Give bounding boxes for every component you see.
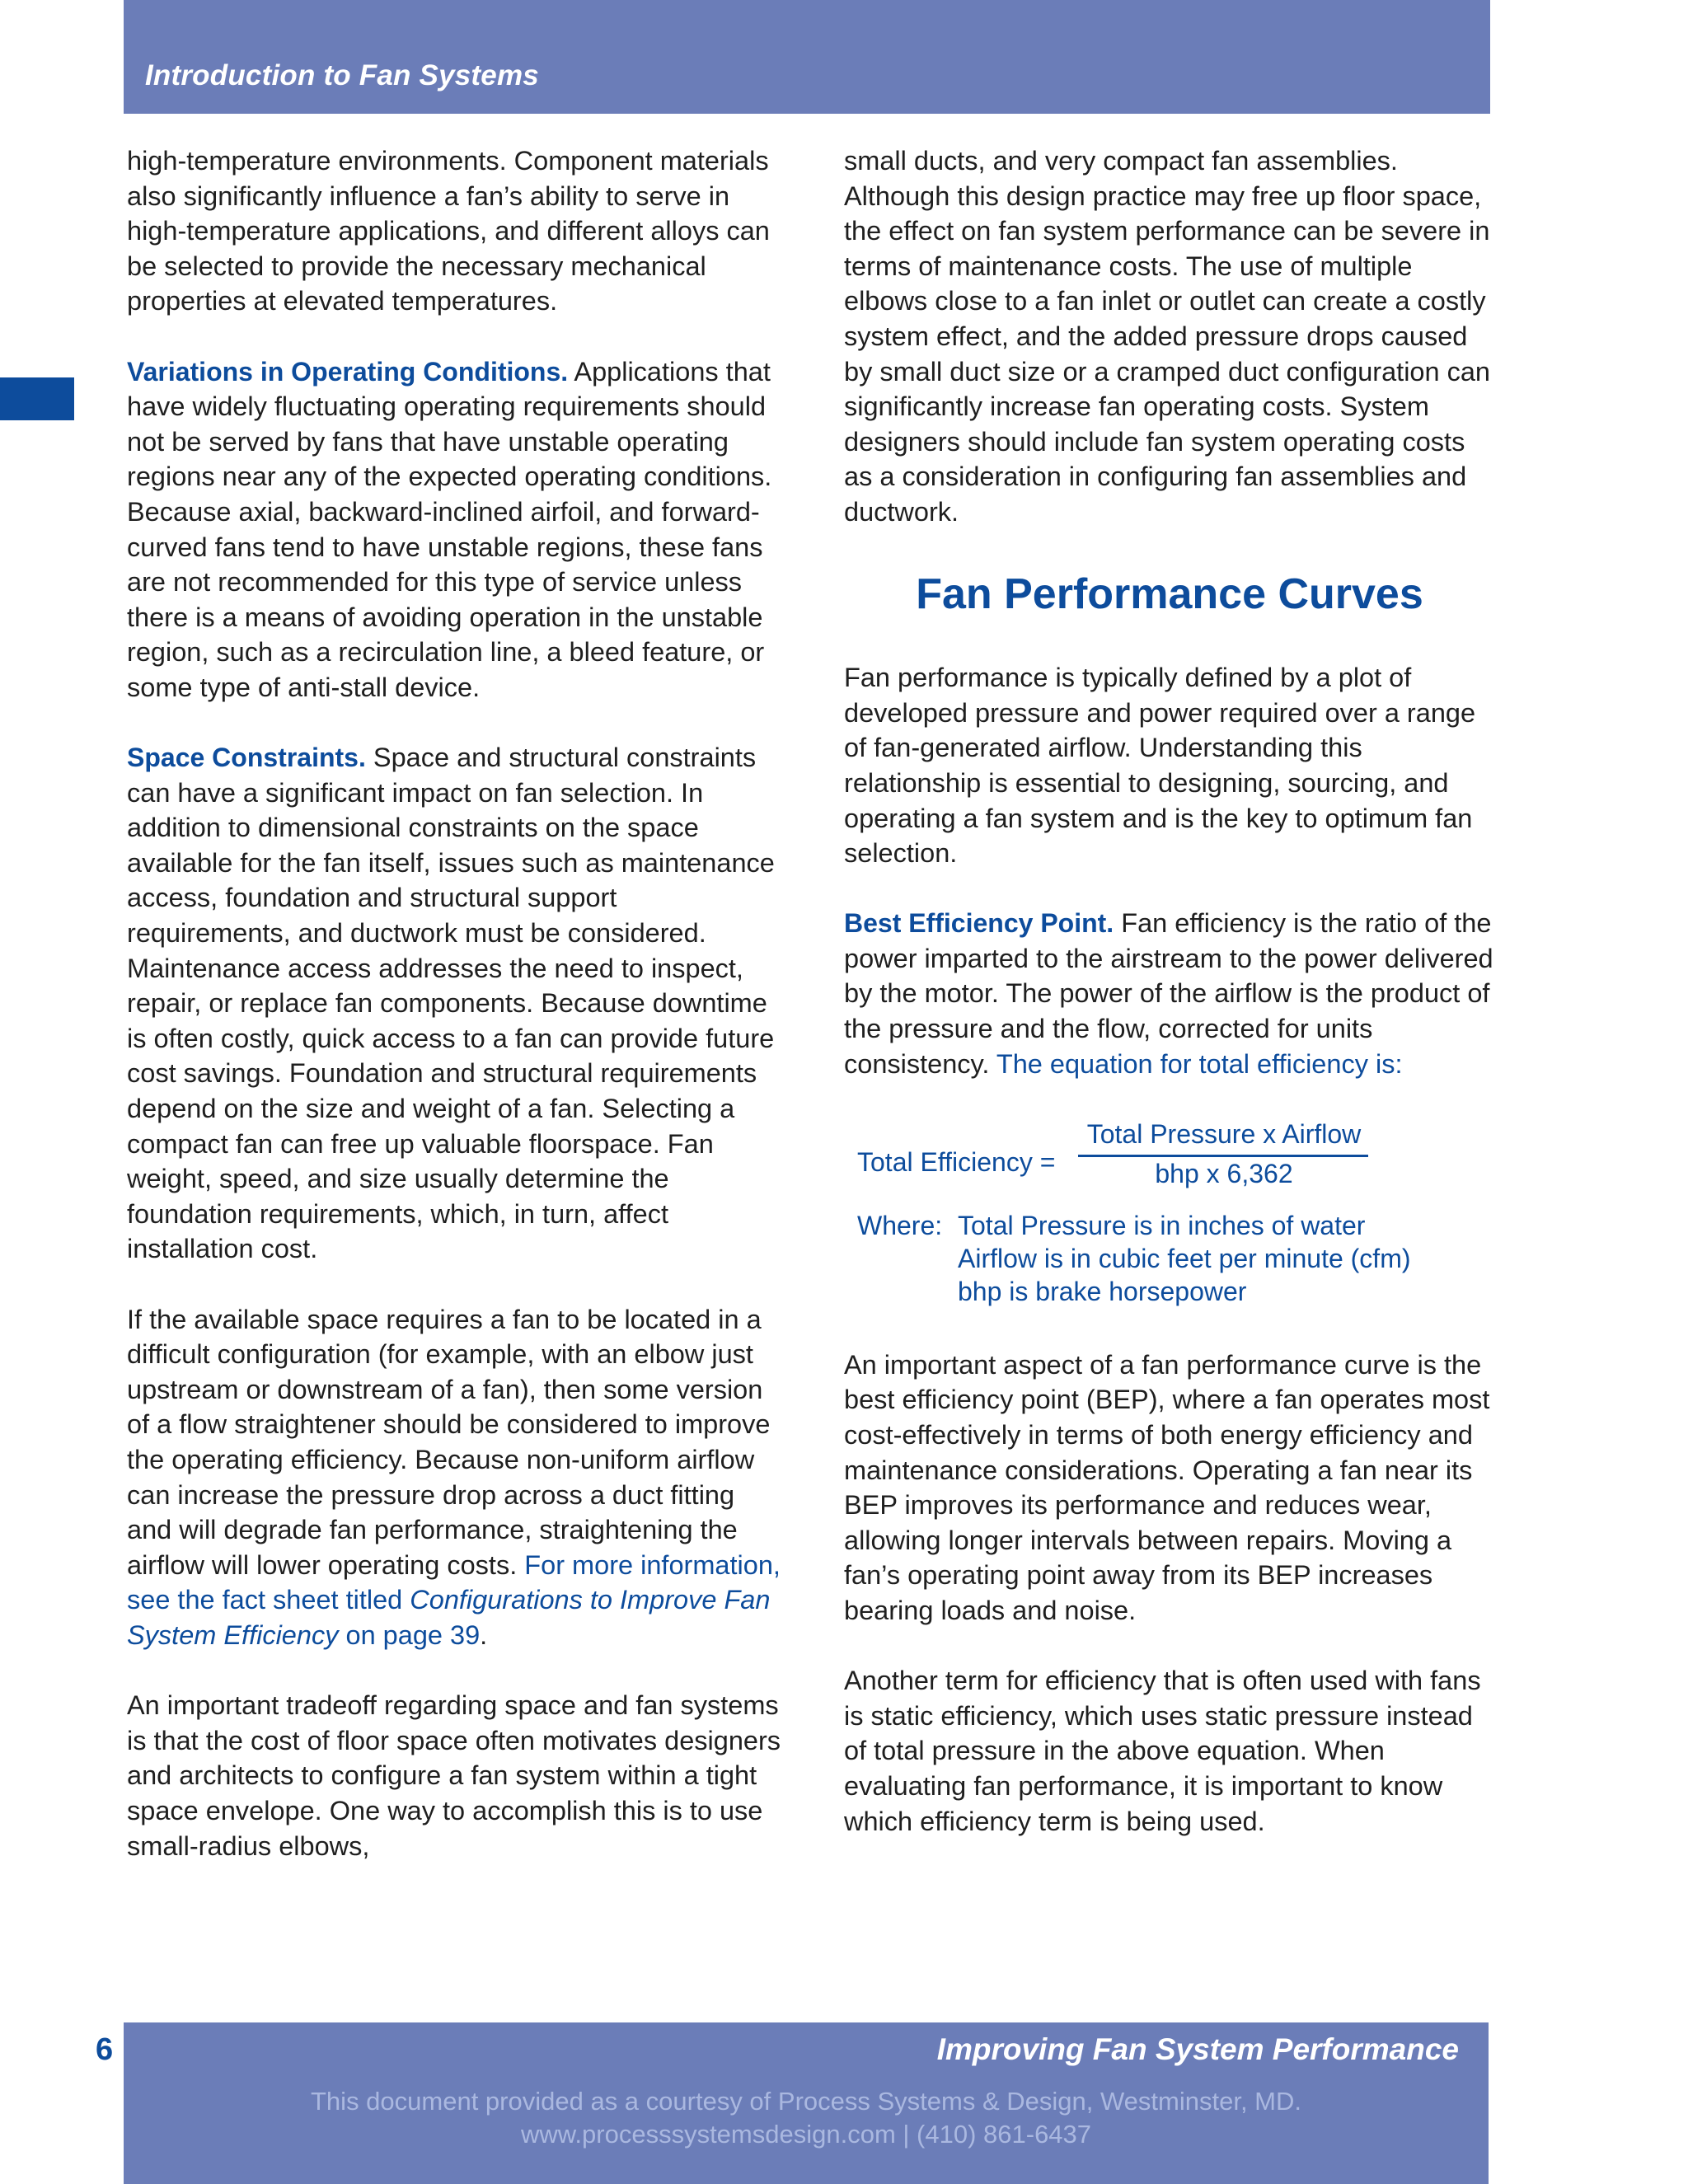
header-title: Introduction to Fan Systems xyxy=(145,59,539,91)
definition-total-pressure: Total Pressure is in inches of water xyxy=(958,1210,1366,1240)
right-paragraph-5: Another term for efficiency that is often used with fans is static efficiency, which uses static pressure instead of total pressure in the above equation. When evaluating fan performance, it is important to know which efficiency term is being used. xyxy=(844,1666,1481,1836)
courtesy-notice: This document provided as a courtesy of Process Systems & Design, Westminster, MD. xyxy=(311,2087,1301,2116)
space-constraints-text: Space and structural constraints can have a significant impact on fan selection. In addition to dimensional constraints on the space available for the fan itself, issues such as maintenance access, foundation and structural support requirements, and ductwork must be considered. Maintenance access addresses the need to inspect, repair, or replace fan components. Because downtime is often costly, quick access to a fan can provide future cost savings. Foundation and structural requirements depend on the size and weight of a fan. Selecting a compact fan can free up valuable floorspace. Fan weight, speed, and size usually determine the foundation requirements, which, in turn, affect installation cost. xyxy=(127,743,775,1264)
section-heading: Fan Performance Curves xyxy=(916,570,1423,619)
best-efficiency-lead: Best Efficiency Point. xyxy=(844,908,1114,939)
fact-sheet-period: . xyxy=(480,1619,488,1650)
footer-title: Improving Fan System Performance xyxy=(936,2032,1459,2066)
left-paragraph-1: high-temperature environments. Component materials also significantly influence a fan’s ability to serve in high-temperature applications, and different alloys can be selected to provide the necessary mechanical properties at elevated temperatures. xyxy=(127,146,770,316)
fact-sheet-link-pre: For more information, see the fact sheet titled xyxy=(127,1549,781,1615)
equation-label: Total Efficiency = xyxy=(857,1146,1056,1177)
left-paragraph-3 xyxy=(127,740,786,1267)
right-column xyxy=(844,143,1495,1874)
page-number: 6 xyxy=(96,2032,114,2067)
definition-airflow: Airflow is in cubic feet per minute (cfm) xyxy=(958,1243,1411,1273)
header-band xyxy=(124,0,1490,114)
fact-sheet-link-title: Configurations to Improve Fan System Efficiency xyxy=(127,1585,771,1650)
definition-bhp: bhp is brake horsepower xyxy=(958,1276,1247,1306)
fact-sheet-link-post: on page 39 xyxy=(345,1619,481,1650)
right-paragraph-2: Fan performance is typically defined by a plot of developed pressure and power required over a range of fan-generated airflow. Understanding this relationship is essential to designing, sourcing, and operating a fan system and is the key to optimum fan selection. xyxy=(844,663,1476,869)
left-paragraph-4 xyxy=(127,1302,786,1653)
efficiency-equation xyxy=(857,1117,1495,1193)
equation-link[interactable]: The equation for total efficiency is: xyxy=(996,1048,1403,1079)
flow-straightener-text: If the available space requires a fan to be located in a difficult configuration (for example, with an elbow just upstream or downstream of a fan), then some version of a flow straightener should be considered to improve the operating efficiency. Because non-uniform airflow can increase the pressure drop across a duct fitting and will degrade fan performance, straightening the airflow will lower operating costs. xyxy=(127,1304,771,1580)
footer-band xyxy=(124,2022,1489,2184)
equation-numerator: Total Pressure x Airflow xyxy=(1086,1118,1362,1149)
left-paragraph-2 xyxy=(127,354,786,705)
left-column xyxy=(127,143,786,1899)
space-constraints-lead: Space Constraints. xyxy=(127,743,366,773)
left-paragraph-5: An important tradeoff regarding space and fan systems is that the cost of floor space often motivates designers and architects to configure a fan system within a tight space envelope. One way to accomplish this is to use small-radius elbows, xyxy=(127,1690,781,1861)
equation-definitions xyxy=(857,1209,1495,1308)
section-marker-tab xyxy=(0,377,74,420)
where-key: Where: xyxy=(857,1210,943,1240)
equation-denominator: bhp x 6,362 xyxy=(1155,1158,1293,1188)
variations-text: Applications that have widely fluctuating operating requirements should not be served by fans that have unstable operating regions near any of the expected operating conditions. Because axial, backward-inclined airfoil, and forward-curved fans tend to have unstable regions, these fans are not recommended for this type of service unless there is a means of avoiding operation in the unstable region, such as a recirculation line, a bleed feature, or some type of anti-stall device. xyxy=(127,356,772,702)
right-paragraph-4: An important aspect of a fan performance curve is the best efficiency point (BEP), where a fan operates most cost-effectively in terms of both energy efficiency and maintenance considerations. Operating a fan near its BEP improves its performance and reduces wear, allowing longer intervals between repairs. Moving a fan’s operating point away from its BEP increases bearing loads and noise. xyxy=(844,1349,1490,1625)
best-efficiency-text: Fan efficiency is the ratio of the power imparted to the airstream to the power delivered by the motor. The power of the airflow is the product of the pressure and the flow, corrected for units consistency. xyxy=(844,908,1493,1079)
right-paragraph-1: small ducts, and very compact fan assemblies. Although this design practice may free up floor space, the effect on fan system performance can be severe in terms of maintenance costs. The use of multiple elbows close to a fan inlet or outlet can create a costly system effect, and the added pressure drops caused by small duct size or a cramped duct configuration can significantly increase fan operating costs. System designers should include fan system operating costs as a consideration in configuring fan assemblies and ductwork. xyxy=(844,146,1490,527)
right-paragraph-3 xyxy=(844,906,1495,1081)
variations-lead: Variations in Operating Conditions. xyxy=(127,356,569,387)
courtesy-contact[interactable]: www.processsystemsdesign.com | (410) 861-6437 xyxy=(520,2120,1092,2149)
